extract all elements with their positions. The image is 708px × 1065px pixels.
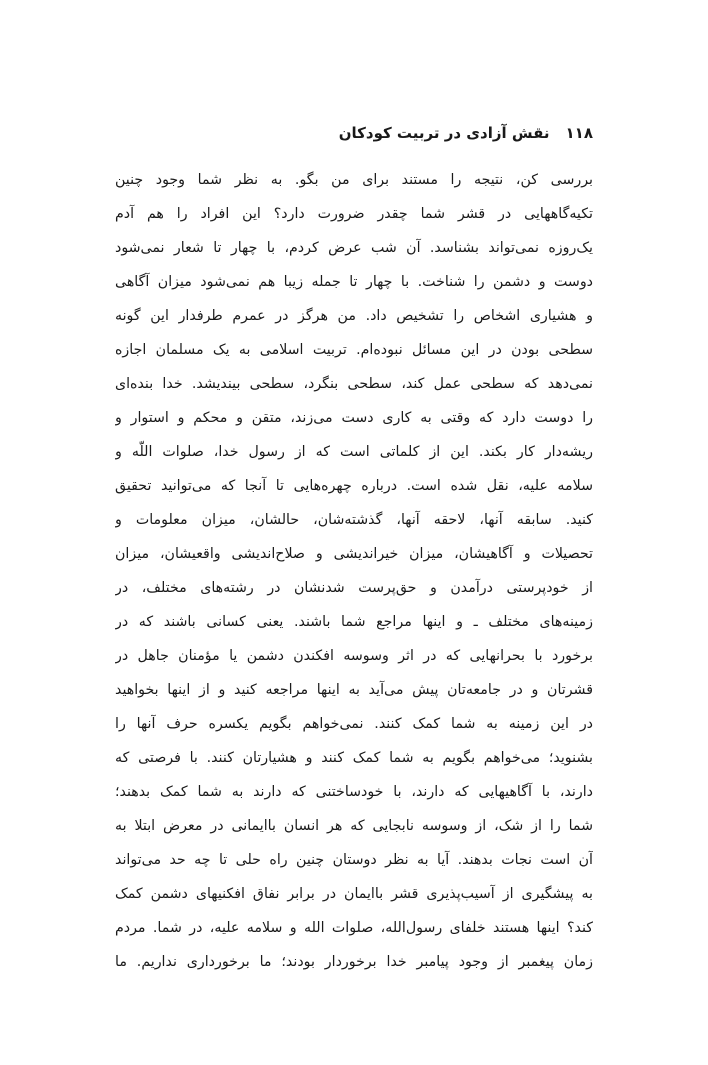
text-line: قشرتان و در جامعه‌تان پیش می‌آید به اینها مراجعه کنید و از اینها بخواهید [115,682,593,698]
text-line: در این زمینه به شما کمک کنند. نمی‌خواهم بگویم یکسره حرف آنها را [115,716,593,732]
text-line: زمان پیغمبر از وجود پیامبر خدا برخوردار بودند؛ ما برخورداری نداریم. ما [115,954,593,970]
text-line: کنید. سابقه آنها، لاحقه آنها، گذشته‌شان، حالشان، میزان معلومات و [115,512,593,528]
text-line: نمی‌دهد که سطحی عمل کند، سطحی بنگرد، سطحی بیندیشد. خدا بنده‌ای [115,376,593,392]
running-title: نقش آزادی در تربیت کودکان [338,124,550,142]
text-line: آن است نجات بدهند. آیا به نظر دوستان چنین راه حلی تا چه حد می‌تواند [115,852,593,868]
text-line: تحصیلات و آگاهیشان، میزان خیراندیشی و صلاح‌اندیشی واقعیشان، میزان [115,546,593,562]
text-line: ریشه‌دار کار بکند. این از کلماتی است که از رسول خدا، صلوات اللّه و [115,444,593,460]
text-line: دارند، با آگاهیهایی که دارند، با خودساختنی که دارند به شما کمک بدهند؛ [115,784,593,800]
text-line: از خودپرستی درآمدن و حق‌پرست شدنشان در رشته‌های مختلف، در [115,580,593,596]
text-line: دوست و دشمن را شناخت. با چهار تا جمله زیبا هم نمی‌شود میزان آگاهی [115,274,593,290]
text-line: کند؟ اینها هستند خلفای رسول‌الله، صلوات الله و سلامه علیه، در شما. مردم [115,920,593,936]
page-number: ۱۱۸ [565,124,593,142]
text-line: بررسی کن، نتیجه را مستند برای من بگو. به نظر شما وجود چنین [115,172,593,188]
text-line: برخورد با بحرانهایی که در اثر وسوسه افکندن دشمن یا مؤمنان جاهل در [115,648,593,664]
text-line: سلامه علیه، نقل شده است. درباره چهره‌هایی تا آنجا که می‌توانید تحقیق [115,478,593,494]
text-line: را دوست دارد که وقتی به کاری دست می‌زند، متقن و محکم و استوار و [115,410,593,426]
text-line: شما را از شک، از وسوسه نابجایی که هر انسان باایمانی در معرض ابتلا به [115,818,593,834]
text-line: بشنوید؛ می‌خواهم بگویم به شما کمک کنند و هشیارتان کنند. با فرصتی که [115,750,593,766]
body-text [115,163,593,979]
text-line: به پیشگیری از آسیب‌پذیری قشر باایمان در برابر نفاق افکنیهای دشمن کمک [115,886,593,902]
text-line: زمینه‌های مختلف ـ و اینها مراجع شما باشند. یعنی کسانی باشند که در [115,614,593,630]
text-line: یک‌روزه نمی‌تواند بشناسد. آن شب عرض کردم، با چهار تا شعار نمی‌شود [115,240,593,256]
text-line: تکیه‌گاههایی در قشر شما چقدر ضرورت دارد؟ این افراد را هم آدم [115,206,593,222]
page-header [115,118,593,148]
text-line: و هشیاری اشخاص را تشخیص داد. من هرگز در عمرم طرفدار این گونه [115,308,593,324]
text-line: سطحی بودن در این مسائل نبوده‌ام. تربیت اسلامی به یک مسلمان اجازه [115,342,593,358]
